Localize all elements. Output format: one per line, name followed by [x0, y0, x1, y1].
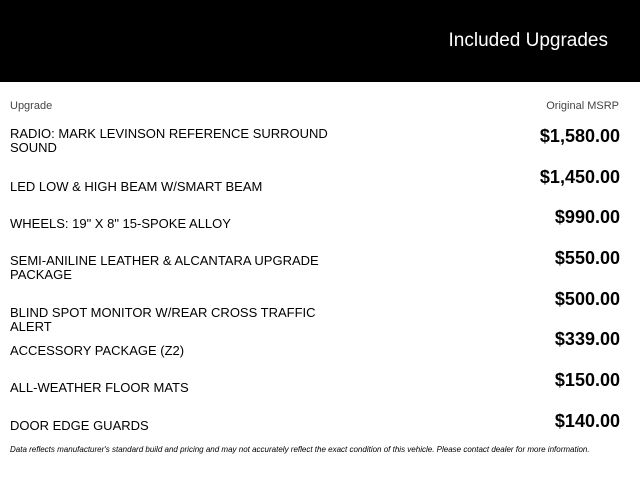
upgrade-item-price: $1,580.00 — [539, 126, 620, 146]
upgrade-item-name: LED LOW & HIGH BEAM W/SMART BEAM — [10, 179, 263, 194]
disclaimer-text: Data reflects manufacturer's standard build and pricing and may not accurately reflect the exact condition of this vehicle. Please contact dealer for more information. — [10, 445, 590, 454]
upgrade-item-price: $1,450.00 — [539, 167, 620, 187]
upgrade-item-price: $990.00 — [554, 207, 620, 227]
upgrade-item-name: ALL-WEATHER FLOOR MATS — [10, 380, 189, 395]
upgrade-item-name: SEMI-ANILINE LEATHER & ALCANTARA UPGRADE PACKAGE — [10, 253, 319, 282]
upgrade-item-price: $339.00 — [554, 329, 620, 349]
upgrade-item-price: $550.00 — [554, 248, 620, 268]
page-title: Included Upgrades — [448, 30, 608, 51]
upgrade-item-name: BLIND SPOT MONITOR W/REAR CROSS TRAFFIC ALERT — [10, 305, 316, 334]
upgrade-item-name: ACCESSORY PACKAGE (Z2) — [10, 343, 185, 358]
upgrade-item-price: $140.00 — [554, 411, 620, 431]
upgrade-item-name: WHEELS: 19" X 8" 15-SPOKE ALLOY — [10, 216, 231, 231]
upgrade-item-name: DOOR EDGE GUARDS — [10, 418, 149, 433]
upgrade-column-header: Upgrade — [10, 100, 53, 112]
upgrade-item-name: RADIO: MARK LEVINSON REFERENCE SURROUND SOUND — [10, 126, 328, 155]
upgrade-item-price: $150.00 — [554, 370, 620, 390]
header-bar — [0, 0, 640, 82]
msrp-column-header: Original MSRP — [546, 100, 619, 112]
upgrade-item-price: $500.00 — [554, 289, 620, 309]
